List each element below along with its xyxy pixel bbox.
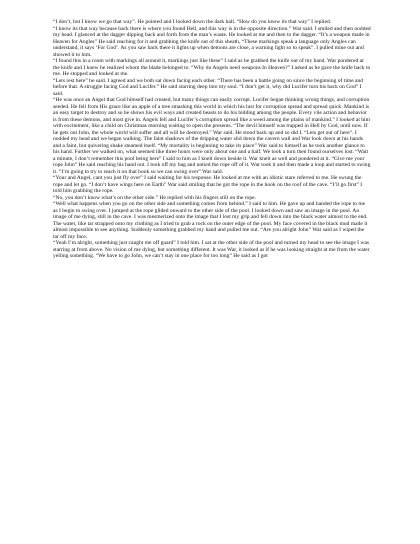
paragraph: “I know its that way because back there is where you found Hell, and this way is in the opposite direction.” War said. I smiled and then nodded my head. I glanced at the dagger dipping back and forth from the man’s waste. He looked at me and then to the dagger. “It’s a weapon made in Heaven for Angles” He said reaching for it and grabbing the knife out of this sheath, “These markings speak a language only Angles can understand, it says ‘For God’. As you saw back there it lights up when demons are close, a warning light so to speak”. I pulled mine out and showed it to him. bbox=[53, 25, 371, 58]
paragraph: “I don’t, but I know we go that way”. He pointed and I looked down the dark hall. “How do you know its that way” I replied. bbox=[53, 19, 332, 25]
paragraph: “Yeah I’m alright, something just caught me off guard” I told him. I sat at the other side of the pool and turned my head to see the image I was starring at from above. No vision of me dying, but something different. It was War, it looked as if he was looking straight at me from the water yelling something. “We have to go John, we can’t stay in one place for too long” He said as I got bbox=[53, 240, 370, 259]
paragraph: “I found this in a room with markings all around it, markings just like these” I said as he grabbed the knife out of my hand. War pondered at the knife and I knew he realized whom the blade belonged to. “Why do Angels need weapons In Heaven?” I asked as he gave the knife back to me. He stopped and looked at me. bbox=[53, 58, 371, 77]
paragraph: “Well what happens when you go on the other side and something comes from behind.” I said to him. He gave up and handed the rope to me as I begin to swing over. I jumped at the rope glided onward to the other side of the pool. I looked down and saw an image in the pool. An image of me dying, still in the cave. I was mesmerized onto the image that I lost my grip and fell down into the black water almost to the end. The water, like tar strapped onto my clothing as I tried to grab a rock on the outer edge of the pool. My face covered in the black mud made it almost impossible to see anything. Suddenly something grabbed my hand and pulled me out. “Are you alright John” War said as I wiped the tar off my face. bbox=[53, 201, 368, 240]
paragraph: “Your and Angel, cant you just fly over” I said waiting for his response. He looked at me with an idiotic stare referred to me. He swung the rope and let go. “I don’t have wings here on Earth” War said smiling that he got the rope in the hook on the roof of the cave. “I’ll go first” I told him grabbing the rope. bbox=[53, 175, 363, 194]
paragraph: “No, you don’t know what’s on the other side.” He replied with his fingers still on the rope. bbox=[53, 194, 256, 201]
paragraph: “Lets rest here” he said. I agreed and we both sat down facing each other. “There has been a battle going on since the beginning of time and before that. A struggle facing God and Lucifer.” He said starring deep into my soul. “I don’t get it, why did Lucifer turn his back on God” I said. bbox=[53, 77, 364, 97]
paragraph: “He was once an Angel that God himself had created, but many things can easily corrupt. Lucifer began thinking wrong things, and corruption seeded. He fell from His grace like an apple of a tree smashing this world in which his lust for corruption spread and spread quick. Mankind is an easy target to destroy and so he shows his evil ways and created beasts to do his bidding among the people. Every vile action and behavior is from these demons, and most give in. Angels fell and Lucifer’s corruption spread like a weed among the plains of mankind.” I looked at him with excitement, like a child on Christmas morning waiting to open the presents. “The devil himself was trapped in Hell by God, until now. If he gets out John, the whole world will suffer and all will be destroyed.” War said. He stood back up and so did I. “Lets get out of here”. I nodded my head and we began walking. The faint shadows of the dripping water slid down the cavern wall and War look down at his hands and a faint, but quivering shake steamed itself. “My mortality is beginning to take its place” War said to himself as he took another glance to his hand. Further we walked on, what seemed like three hours were only about one and a half. We took a turn then found ourselves lost. “Wait a minute, I don’t remember this pool being here” I said to him as I knelt down beside it. War knelt as well and pondered at it. “Give me your rope John” He said reaching his hand out. I took off my bag and untied the rope off of it. War took it and then made a loop and started to swing it. “I’m going to try to reach it on that hook so we can swing over” War said. bbox=[53, 97, 371, 175]
document-page bbox=[53, 19, 371, 260]
